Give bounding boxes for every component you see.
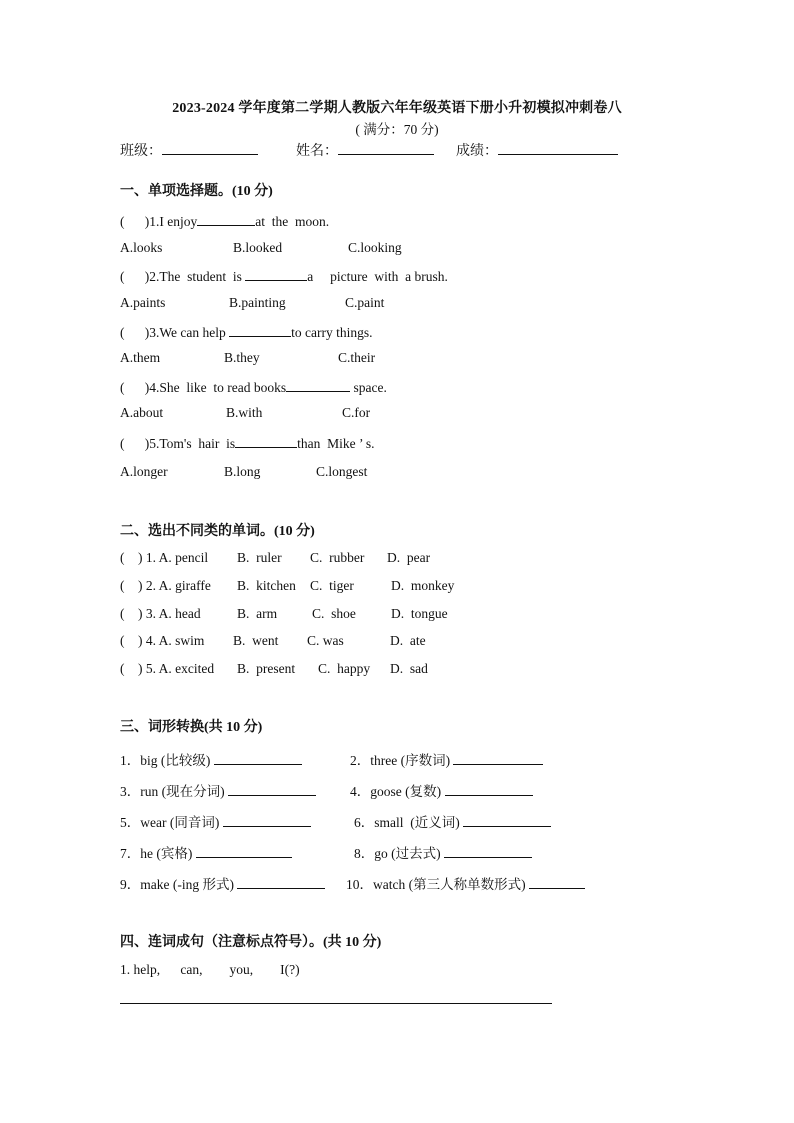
odd-one-out-5-option-c: C. happy [318, 661, 371, 676]
word-form-2: 2．three (序数词) [350, 749, 543, 769]
word-form-7-blank[interactable] [196, 844, 292, 858]
odd-one-out-5-option-b: B. present [237, 661, 296, 676]
student-info-row [120, 140, 680, 160]
odd-one-out-1-option-d: D. pear [387, 550, 431, 565]
word-form-6: 6．small (近义词) [354, 811, 551, 831]
page-title: 2023-2024 学年度第二学期人教版六年年级英语下册小升初模拟冲刺卷八 [172, 101, 622, 116]
name-field [296, 140, 434, 160]
name-blank[interactable] [338, 141, 434, 155]
question-5-option-a: A.longer [120, 464, 168, 479]
odd-one-out-3-option-b: B. arm [237, 606, 278, 621]
odd-one-out-1-option-c: C. rubber [310, 550, 365, 565]
odd-one-out-5-stem: ( ) 5. A. excited [120, 661, 215, 676]
name-label: 姓名： [296, 144, 338, 159]
odd-one-out-2-stem: ( ) 2. A. giraffe [120, 578, 211, 593]
word-form-9-blank[interactable] [237, 875, 325, 889]
word-form-10-blank[interactable] [529, 875, 585, 889]
question-3-blank[interactable] [229, 323, 291, 337]
question-1-blank[interactable] [197, 212, 255, 226]
word-form-4: 4．goose (复数) [350, 780, 533, 800]
question-2-stem: ( )2.The student is [120, 269, 242, 284]
word-form-8: 8．go (过去式) [354, 842, 532, 862]
class-field [120, 140, 258, 160]
question-5 [120, 434, 374, 452]
word-form-1-blank[interactable] [214, 751, 302, 765]
section-3-title: 三、词形转换(共 10 分) [120, 720, 263, 735]
word-form-5: 5．wear (同音词) [120, 811, 311, 831]
question-4-option-b: B.with [226, 405, 263, 420]
full-score-note: ( 满分：70 分) [355, 122, 439, 137]
word-form-3: 3．run (现在分词) [120, 780, 316, 800]
question-3-option-a: A.them [120, 350, 161, 365]
question-2-option-b: B.painting [229, 295, 286, 310]
question-3 [120, 323, 372, 341]
question-4-option-c: C.for [342, 405, 371, 420]
question-4-option-a: A.about [120, 405, 164, 420]
word-form-5-blank[interactable] [223, 813, 311, 827]
question-3-option-c: C.their [338, 350, 376, 365]
question-3-rest: to carry things. [291, 325, 373, 340]
sentence-1-words: 1. help, can, you, I(?) [120, 962, 300, 977]
odd-one-out-3-stem: ( ) 3. A. head [120, 606, 201, 621]
question-1-option-a: A.looks [120, 240, 163, 255]
odd-one-out-3-option-d: D. tongue [391, 606, 448, 621]
section-1-title: 一、单项选择题。(10 分) [120, 184, 273, 199]
odd-one-out-4-option-d: D. ate [390, 633, 426, 648]
class-blank[interactable] [162, 141, 258, 155]
odd-one-out-5-option-d: D. sad [390, 661, 428, 676]
score-label: 成绩： [456, 144, 498, 159]
question-1 [120, 212, 329, 230]
question-4-blank[interactable] [286, 378, 350, 392]
word-form-7: 7．he (宾格) [120, 842, 292, 862]
score-field [456, 140, 618, 160]
odd-one-out-4-stem: ( ) 4. A. swim [120, 633, 205, 648]
question-1-rest: at the moon. [255, 214, 330, 229]
question-4 [120, 378, 387, 396]
question-1-option-c: C.looking [348, 240, 402, 255]
section-4-title: 四、连词成句（注意标点符号）。(共 10 分) [120, 935, 382, 950]
question-3-option-b: B.they [224, 350, 260, 365]
odd-one-out-2-option-d: D. monkey [391, 578, 455, 593]
question-1-option-b: B.looked [233, 240, 283, 255]
question-1-stem: ( )1.I enjoy [120, 214, 198, 229]
word-form-9: 9．make (-ing 形式) [120, 873, 325, 893]
question-5-option-b: B.long [224, 464, 261, 479]
word-form-2-blank[interactable] [453, 751, 543, 765]
question-5-stem: ( )5.Tom's hair is [120, 436, 236, 451]
question-5-blank[interactable] [235, 434, 297, 448]
odd-one-out-2-option-b: B. kitchen [237, 578, 296, 593]
question-5-rest: than Mike ’ s. [297, 436, 375, 451]
word-form-8-blank[interactable] [444, 844, 532, 858]
question-2-option-c: C.paint [345, 295, 385, 310]
word-form-4-blank[interactable] [445, 782, 533, 796]
question-2-blank[interactable] [245, 267, 307, 281]
odd-one-out-2-option-c: C. tiger [310, 578, 354, 593]
question-4-stem: ( )4.She like to read books [120, 380, 287, 395]
odd-one-out-4-option-b: B. went [233, 633, 279, 648]
score-blank[interactable] [498, 141, 618, 155]
sentence-1-answer-line[interactable] [120, 1003, 552, 1004]
question-2-rest: a picture with a brush. [307, 269, 448, 284]
word-form-10: 10．watch (第三人称单数形式) [346, 873, 585, 893]
word-form-6-blank[interactable] [463, 813, 551, 827]
question-3-stem: ( )3.We can help [120, 325, 226, 340]
odd-one-out-1-option-b: B. ruler [237, 550, 282, 565]
question-5-option-c: C.longest [316, 464, 368, 479]
odd-one-out-3-option-c: C. shoe [312, 606, 356, 621]
word-form-1: 1．big (比较级) [120, 749, 302, 769]
odd-one-out-4-option-c: C. was [307, 633, 344, 648]
question-4-rest: space. [350, 380, 387, 395]
section-2-title: 二、选出不同类的单词。(10 分) [120, 524, 315, 539]
class-label: 班级： [120, 144, 162, 159]
word-form-3-blank[interactable] [228, 782, 316, 796]
question-2 [120, 267, 448, 285]
question-2-option-a: A.paints [120, 295, 166, 310]
odd-one-out-1-stem: ( ) 1. A. pencil [120, 550, 209, 565]
